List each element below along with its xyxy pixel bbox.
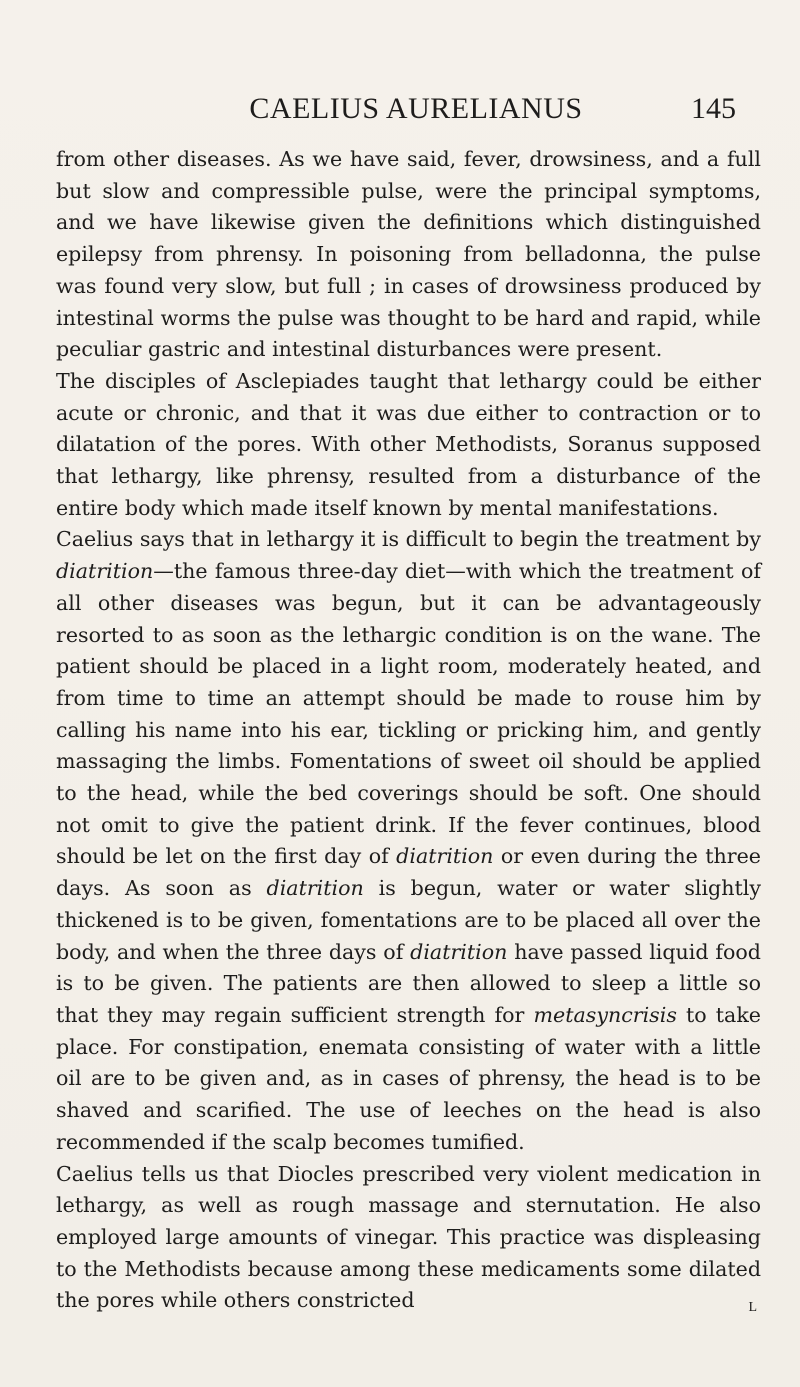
signature-mark bbox=[0, 1300, 800, 1316]
paragraph-3 bbox=[56, 524, 761, 1158]
paragraph-2: The disciples of Asclepiades taught that lethargy could be either acute or chronic, and that it was due either to contraction or to dilatation of the pores. With other Methodists, Soranus supposed that lethargy, like phrensy, resulted from a disturbance of the entire body which made itself known by mental manifestations. bbox=[56, 368, 761, 520]
paragraph-3-text-5: have passed liquid food is to be given. The patients are then allowed to sleep a little so that they may regain sufficient strength for bbox=[56, 939, 761, 1027]
term-metasyncrisis: metasyncrisis bbox=[533, 1002, 677, 1027]
paragraph-3-text-6: to take place. For constipation, enemata consisting of water with a little oil are to be given and, as in cases of phrensy, the head is to be shaved and scarified. The use of leeches on the head is also recommended if the scalp becomes tumified. bbox=[56, 1002, 761, 1154]
paragraph-3-text-4: is begun, water or water slightly thickened is to be given, fomentations are to be placed all over the body, and when the three days of bbox=[56, 876, 761, 964]
paragraph-1: from other diseases. As we have said, fever, drowsiness, and a full but slow and compressible pulse, were the principal symptoms, and we have likewise given the definitions which distinguished epilepsy from phrensy. In poisoning from belladonna, the pulse was found very slow, but full ; in cases of drowsiness produced by intestinal worms the pulse was thought to be hard and rapid, while peculiar gastric and intestinal disturbances were present. bbox=[56, 147, 761, 362]
paragraph-4: Caelius tells us that Diocles prescribed very violent medication in lethargy, as well as rough massage and sternutation. He also employed large amounts of vinegar. This practice was displeasing to the Methodists because among these medicaments some dilated the pores while others constricted bbox=[56, 1161, 761, 1313]
term-diatrition-1: diatrition bbox=[56, 559, 154, 584]
term-diatrition-2: diatrition bbox=[396, 844, 494, 869]
running-title: CAELIUS AURELIANUS bbox=[249, 92, 583, 125]
paragraph-3-text-3: or even during the three days. As soon as bbox=[56, 844, 761, 901]
paragraph-3-text-1: Caelius says that in lethargy it is difficult to begin the treatment by bbox=[56, 527, 761, 552]
page-number: 145 bbox=[691, 92, 736, 125]
page-body bbox=[56, 144, 761, 1317]
signature-letter: L bbox=[748, 1300, 758, 1315]
term-diatrition-4: diatrition bbox=[410, 939, 508, 964]
term-diatrition-3: diatrition bbox=[266, 876, 364, 901]
paragraph-3-text-2: —the famous three-day diet—with which the treatment of all other diseases was begun, but it can be advantageously resorted to as soon as the lethargic condition is on the wane. The patient should be placed in a light room, moderately heated, and from time to time an attempt should be made to rouse him by calling his name into his ear, tickling or pricking him, and gently massaging the limbs. Fomentations of sweet oil should be applied to the head, while the bed coverings should be soft. One should not omit to give the patient drink. If the fever continues, blood should be let on the first day of bbox=[56, 559, 761, 869]
